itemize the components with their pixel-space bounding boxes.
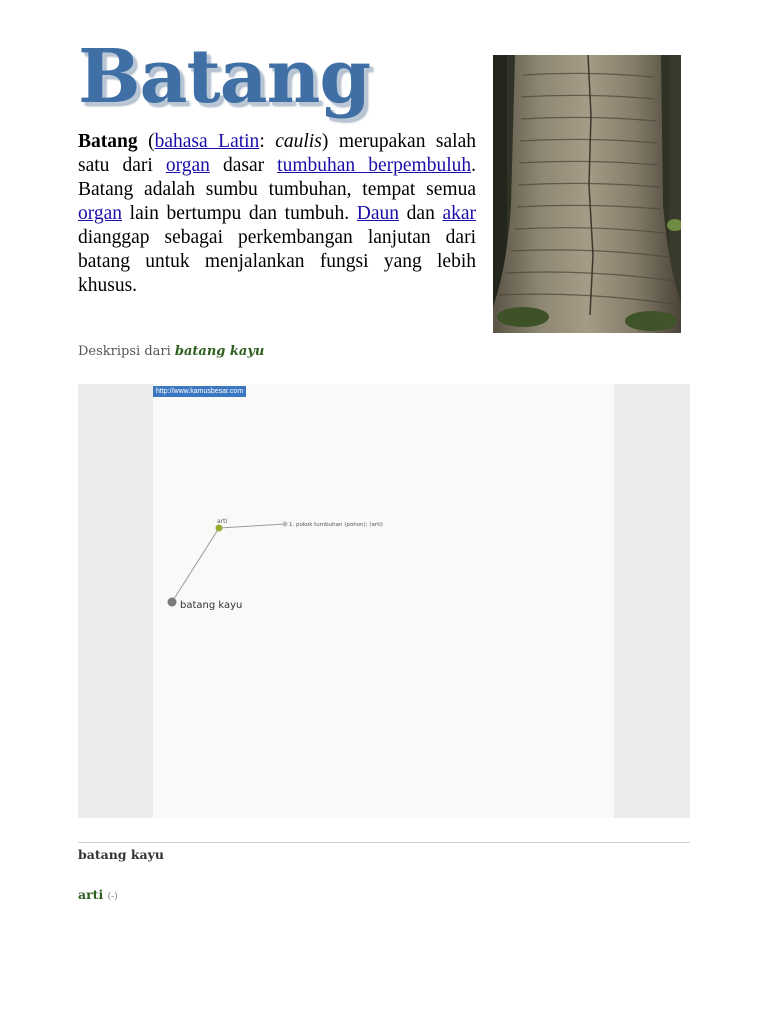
- tree-trunk-image: [493, 55, 681, 333]
- diagram-graph: [153, 384, 614, 818]
- link-akar[interactable]: akar: [442, 203, 477, 224]
- link-bahasa-latin[interactable]: bahasa Latin: [154, 131, 260, 152]
- link-organ-2[interactable]: organ: [78, 203, 123, 224]
- node-leaf[interactable]: [283, 522, 288, 527]
- node-root-label: batang kayu: [180, 600, 243, 611]
- intro-paragraph: Batang (bahasa Latin: caulis) merupakan salah satu dari organ dasar tumbuhan berpembuluh. Batang adalah sumbu tumbuhan, tempat semua organ lain bertumpu dan tumbuh. Daun dan akar dianggap sebagai perkembangan lanjutan dari batang untuk menjalankan fungsi yang lebih khusus.: [78, 131, 477, 296]
- tree-trunk-photo: [493, 55, 681, 333]
- node-branch[interactable]: [216, 525, 223, 532]
- description-label: Deskripsi dari batang kayu: [78, 344, 265, 359]
- edge-root-branch: [172, 528, 219, 602]
- diagram-canvas: [153, 384, 614, 818]
- edge-branch-leaf: [219, 524, 285, 528]
- latin-name: caulis: [275, 131, 322, 152]
- page-title: Batang: [78, 34, 371, 120]
- node-branch-label: arti: [217, 518, 228, 525]
- node-leaf-label: 1. pokok tumbuhan (pohon); (arti): [289, 522, 383, 528]
- node-root[interactable]: [168, 598, 177, 607]
- divider: [78, 842, 690, 843]
- entry-term: batang kayu: [78, 847, 165, 862]
- entry-sense: arti (-): [78, 887, 118, 902]
- intro-term: Batang: [78, 131, 138, 152]
- link-organ[interactable]: organ: [165, 155, 210, 176]
- sense-marker: (-): [107, 892, 118, 902]
- description-term: batang kayu: [174, 344, 265, 359]
- word-map-diagram: [78, 384, 690, 818]
- link-tumbuhan-berpembuluh[interactable]: tumbuhan berpembuluh: [277, 155, 472, 176]
- link-daun[interactable]: Daun: [356, 203, 400, 224]
- source-url-label[interactable]: http://www.kamusbesar.com: [153, 386, 246, 397]
